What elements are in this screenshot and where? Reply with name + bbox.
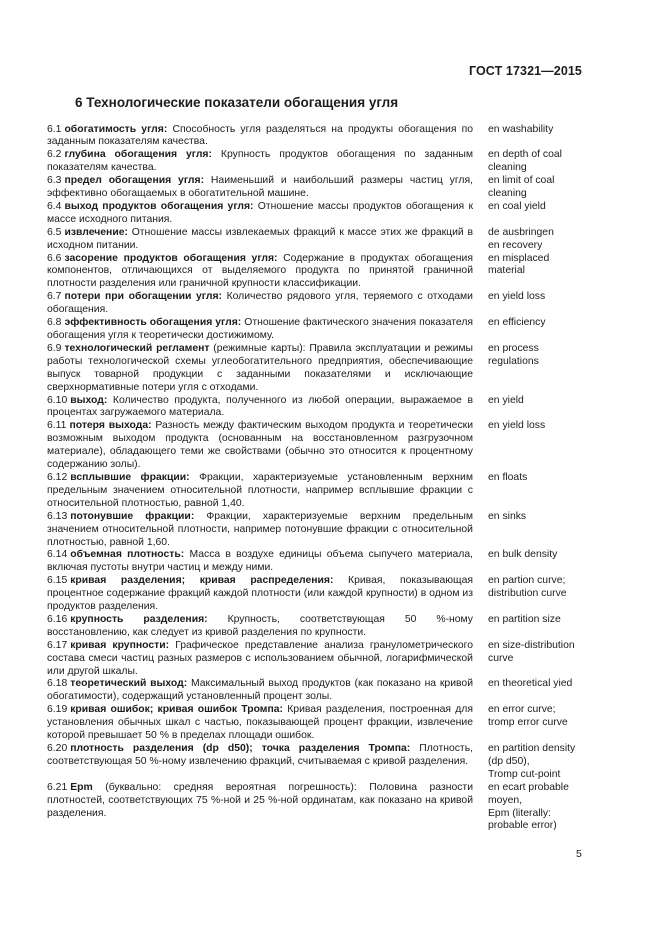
foreign-equivalent: en floats bbox=[488, 471, 528, 483]
term-equivalents bbox=[473, 201, 599, 227]
term-number: 6.10 bbox=[47, 394, 68, 406]
term-entry bbox=[47, 743, 599, 782]
term-number: 6.6 bbox=[47, 252, 62, 264]
term-definition: Фракции, характеризуемые верхним предельным значением относительной плотности, например потонувшие фракции с относительной плотностью, равной 1,60. bbox=[47, 510, 473, 548]
term-number: 6.11 bbox=[47, 420, 67, 432]
foreign-equivalent: regulations bbox=[488, 355, 539, 367]
term-number: 6.12 bbox=[47, 471, 68, 483]
term-entry bbox=[47, 704, 599, 743]
foreign-equivalent: en theoretical yied bbox=[488, 678, 573, 690]
term-entry bbox=[47, 227, 599, 253]
term-name: эффективность обогащения угля: bbox=[64, 317, 242, 329]
foreign-equivalent: en size-distribution bbox=[488, 639, 575, 651]
term-definition-block bbox=[47, 614, 473, 640]
foreign-equivalent: en depth of coal bbox=[488, 149, 562, 161]
term-definition: Крупность, соответствующая 50 %-ному восстановлению, как следует из кривой разделения по крупности. bbox=[47, 613, 473, 638]
term-definition-block bbox=[47, 317, 473, 343]
term-equivalents bbox=[473, 149, 599, 175]
term-definition-block bbox=[47, 395, 473, 421]
term-entry bbox=[47, 124, 599, 150]
term-definition-block bbox=[47, 472, 473, 511]
term-definition-block bbox=[47, 201, 473, 227]
term-equivalents bbox=[473, 640, 599, 679]
term-definition: Крупность продуктов обогащения по заданным показателям качества. bbox=[47, 149, 473, 174]
foreign-equivalent: Epm (literally: bbox=[488, 807, 551, 819]
foreign-equivalent: moyen, bbox=[488, 794, 523, 806]
term-name: потонувшие фракции: bbox=[70, 510, 195, 522]
term-definition-block bbox=[47, 743, 473, 782]
term-entry bbox=[47, 201, 599, 227]
term-definition-block bbox=[47, 704, 473, 743]
term-definition-block bbox=[47, 678, 473, 704]
foreign-equivalent: en ecart probable bbox=[488, 781, 569, 793]
term-definition: Способность угля разделяться на продукты обогащения по заданным показателям качества. bbox=[47, 123, 473, 148]
term-definition: Кривая, показывающая процентное содержание фракций каждой плотности (или каждой крупности) в одном из продуктов разделения. bbox=[47, 575, 473, 613]
term-name: обогатимость угля: bbox=[64, 123, 168, 135]
foreign-equivalent: cleaning bbox=[488, 188, 527, 200]
term-number: 6.1 bbox=[47, 123, 62, 135]
term-definition: Плотность, соответствующая 50 %-ному извлечению фракций, считываемая с кривой разделения. bbox=[47, 743, 473, 767]
foreign-equivalent: en yield loss bbox=[488, 420, 546, 432]
foreign-equivalent: en misplaced bbox=[488, 252, 550, 264]
term-entry bbox=[47, 175, 599, 201]
term-definition-block bbox=[47, 575, 473, 614]
term-definition: Разность между фактическим выходом продукта и теоретически возможным выходом продукта (основанным на восстановленном разгрузочном материале), обладающего теми же свойствами (обычно это относится к процентному содержанию золы). bbox=[47, 420, 473, 471]
term-name: теоретический выход: bbox=[70, 678, 188, 690]
term-definition-block bbox=[47, 343, 473, 395]
foreign-equivalent: de ausbringen bbox=[488, 226, 554, 238]
term-definition-block bbox=[47, 782, 473, 834]
term-number: 6.18 bbox=[47, 678, 68, 690]
foreign-equivalent: en limit of coal bbox=[488, 175, 555, 187]
foreign-equivalent: en yield bbox=[488, 394, 524, 406]
term-equivalents bbox=[473, 678, 599, 704]
term-entry bbox=[47, 420, 599, 472]
page-number: 5 bbox=[576, 848, 582, 860]
term-equivalents bbox=[473, 511, 599, 550]
foreign-equivalent: tromp error curve bbox=[488, 717, 568, 729]
term-definition-block bbox=[47, 253, 473, 292]
term-entry bbox=[47, 253, 599, 292]
term-entry bbox=[47, 575, 599, 614]
term-equivalents bbox=[473, 549, 599, 575]
term-number: 6.3 bbox=[47, 175, 62, 187]
term-definition: Наименьший и наибольший размеры частиц угля, эффективно обогащаемых в обогатительной машине. bbox=[47, 175, 473, 200]
term-equivalents bbox=[473, 317, 599, 343]
foreign-equivalent: en sinks bbox=[488, 510, 527, 522]
term-entry bbox=[47, 511, 599, 550]
term-definition: Отношение фактического значения показателя обогащения угля к теоретически достижимому. bbox=[47, 317, 474, 341]
term-name: объемная плотность: bbox=[70, 549, 185, 561]
term-entry bbox=[47, 472, 599, 511]
term-number: 6.2 bbox=[47, 149, 62, 161]
term-definition-block bbox=[47, 640, 473, 679]
term-symbol: (dp d50); точка разделения Тромпа: bbox=[202, 743, 411, 754]
term-definition: Графическое представление анализа гранулометрического состава смеси частиц разных размеров с использованием обычной, логарифмической или другой шкалы. bbox=[47, 639, 473, 677]
foreign-equivalent: en error curve; bbox=[488, 704, 556, 716]
term-definition: Масса в воздухе единицы объема сыпучего материала, включая пустоты внутри частиц и между ними. bbox=[47, 549, 473, 574]
term-equivalents bbox=[473, 291, 599, 317]
term-name: глубина обогащения угля: bbox=[64, 149, 212, 161]
term-definition: Максимальный выход продуктов (как показано на кривой обогатимости), содержащий установленный процент золы. bbox=[47, 678, 473, 703]
term-equivalents bbox=[473, 343, 599, 395]
foreign-equivalent: probable error) bbox=[488, 820, 557, 832]
term-entry bbox=[47, 614, 599, 640]
term-definition-block bbox=[47, 549, 473, 575]
term-name: кривая крупности: bbox=[70, 639, 170, 651]
term-name: кривая ошибок; кривая ошибок Тромпа: bbox=[70, 704, 284, 716]
foreign-equivalent: material bbox=[488, 265, 525, 277]
term-definition: Количество продукта, полученного из любой операции, выражаемое в процентах загружаемого материала. bbox=[47, 394, 473, 419]
term-name: всплывшие фракции: bbox=[70, 471, 190, 483]
foreign-equivalent: en coal yield bbox=[488, 200, 546, 212]
term-equivalents bbox=[473, 614, 599, 640]
foreign-equivalent: en recovery bbox=[488, 239, 543, 251]
term-name: выход: bbox=[70, 394, 108, 406]
term-equivalents bbox=[473, 124, 599, 150]
standard-id: ГОСТ 17321—2015 bbox=[468, 64, 582, 78]
term-entry bbox=[47, 549, 599, 575]
term-equivalents bbox=[473, 227, 599, 253]
term-definition-block bbox=[47, 175, 473, 201]
term-definition-block bbox=[47, 511, 473, 550]
term-name: кривая разделения; кривая распределения: bbox=[70, 575, 334, 587]
term-equivalents bbox=[473, 472, 599, 511]
foreign-equivalent: en process bbox=[488, 342, 539, 354]
term-definition: (режимные карты): Правила эксплуатации и режимы работы технологической схемы углеобогатительного предприятия, обеспечивающие выпуск товарной продукции с заданными показателями и исключающие сверхнормативные потери угля с отходами. bbox=[47, 342, 473, 393]
term-definition: Фракции, характеризуемые установленным верхним предельным значением относительной плотности, например всплывшие фракции с относительной плотностью, равной 1,40. bbox=[47, 471, 473, 509]
term-entry bbox=[47, 395, 599, 421]
term-number: 6.16 bbox=[47, 613, 68, 625]
term-entry bbox=[47, 291, 599, 317]
term-number: 6.21 bbox=[47, 781, 68, 793]
term-number: 6.9 bbox=[47, 342, 62, 354]
foreign-equivalent: en partion curve; bbox=[488, 575, 566, 587]
terms-list bbox=[47, 124, 599, 834]
term-entry bbox=[47, 678, 599, 704]
term-definition: Отношение массы извлекаемых фракций к массе этих же фракций в исходном питании. bbox=[47, 226, 473, 251]
term-number: 6.5 bbox=[47, 226, 62, 238]
foreign-equivalent: en washability bbox=[488, 123, 554, 135]
foreign-equivalent: en partition size bbox=[488, 613, 561, 625]
term-entry bbox=[47, 343, 599, 395]
term-entry bbox=[47, 640, 599, 679]
term-name: технологический регламент bbox=[64, 342, 210, 354]
term-definition: Отношение массы продуктов обогащения к массе исходного питания. bbox=[47, 200, 473, 225]
section-title: 6 Технологические показатели обогащения угля bbox=[75, 95, 399, 110]
term-number: 6.13 bbox=[47, 510, 68, 522]
foreign-equivalent: en partition density bbox=[488, 743, 576, 754]
term-number: 6.20 bbox=[47, 743, 68, 754]
foreign-equivalent: (dp d50), bbox=[488, 755, 530, 767]
term-definition: Количество рядового угля, теряемого с отходами обогащения. bbox=[47, 291, 473, 316]
foreign-equivalent: en yield loss bbox=[488, 291, 546, 303]
term-definition-block bbox=[47, 420, 473, 472]
term-definition-block bbox=[47, 227, 473, 253]
term-entry bbox=[47, 149, 599, 175]
term-equivalents bbox=[473, 175, 599, 201]
term-number: 6.19 bbox=[47, 704, 68, 716]
term-equivalents bbox=[473, 575, 599, 614]
term-name: Epm bbox=[70, 781, 93, 793]
term-entry bbox=[47, 317, 599, 343]
term-number: 6.14 bbox=[47, 549, 68, 561]
term-definition-block bbox=[47, 291, 473, 317]
foreign-equivalent: cleaning bbox=[488, 162, 527, 174]
term-name: плотность разделения bbox=[70, 743, 194, 754]
term-definition: Кривая разделения, построенная для установления обычных шкал с частью, показывающей процент фракции, извлечение которой превышает 50 % в пределах площади ошибок. bbox=[47, 704, 474, 742]
term-equivalents bbox=[473, 704, 599, 743]
term-name: потеря выхода: bbox=[69, 420, 152, 432]
term-equivalents bbox=[473, 253, 599, 292]
term-name: выход продуктов обогащения угля: bbox=[64, 200, 254, 212]
term-equivalents bbox=[473, 420, 599, 472]
term-definition-block bbox=[47, 149, 473, 175]
foreign-equivalent: distribution curve bbox=[488, 588, 567, 600]
term-entry bbox=[47, 782, 599, 834]
term-definition: Содержание в продуктах обогащения компонентов, отличающихся от выделяемого продукта по принятой граничной плотности разделения или граничной крупности классификации. bbox=[47, 252, 473, 290]
term-equivalents bbox=[473, 395, 599, 421]
foreign-equivalent: Tromp cut-point bbox=[488, 768, 561, 780]
term-name: извлечение: bbox=[64, 226, 128, 238]
term-name: потери при обогащении угля: bbox=[64, 291, 222, 303]
term-name: предел обогащения угля: bbox=[64, 175, 205, 187]
term-equivalents bbox=[473, 743, 599, 782]
foreign-equivalent: curve bbox=[488, 652, 514, 664]
term-number: 6.15 bbox=[47, 575, 68, 587]
term-number: 6.4 bbox=[47, 200, 62, 212]
foreign-equivalent: en efficiency bbox=[488, 317, 546, 329]
term-number: 6.7 bbox=[47, 291, 62, 303]
foreign-equivalent: en bulk density bbox=[488, 549, 558, 561]
term-number: 6.8 bbox=[47, 317, 62, 329]
term-definition: (буквально: средняя вероятная погрешность): Половина разности плотностей, соответствующих 75 %-ной и 25 %-ной ординатам, как показано на кривой разделения. bbox=[47, 781, 473, 819]
term-equivalents bbox=[473, 782, 599, 834]
term-definition-block bbox=[47, 124, 473, 150]
term-number: 6.17 bbox=[47, 639, 68, 651]
term-name: крупность разделения: bbox=[70, 613, 208, 625]
term-name: засорение продуктов обогащения угля: bbox=[64, 252, 278, 264]
